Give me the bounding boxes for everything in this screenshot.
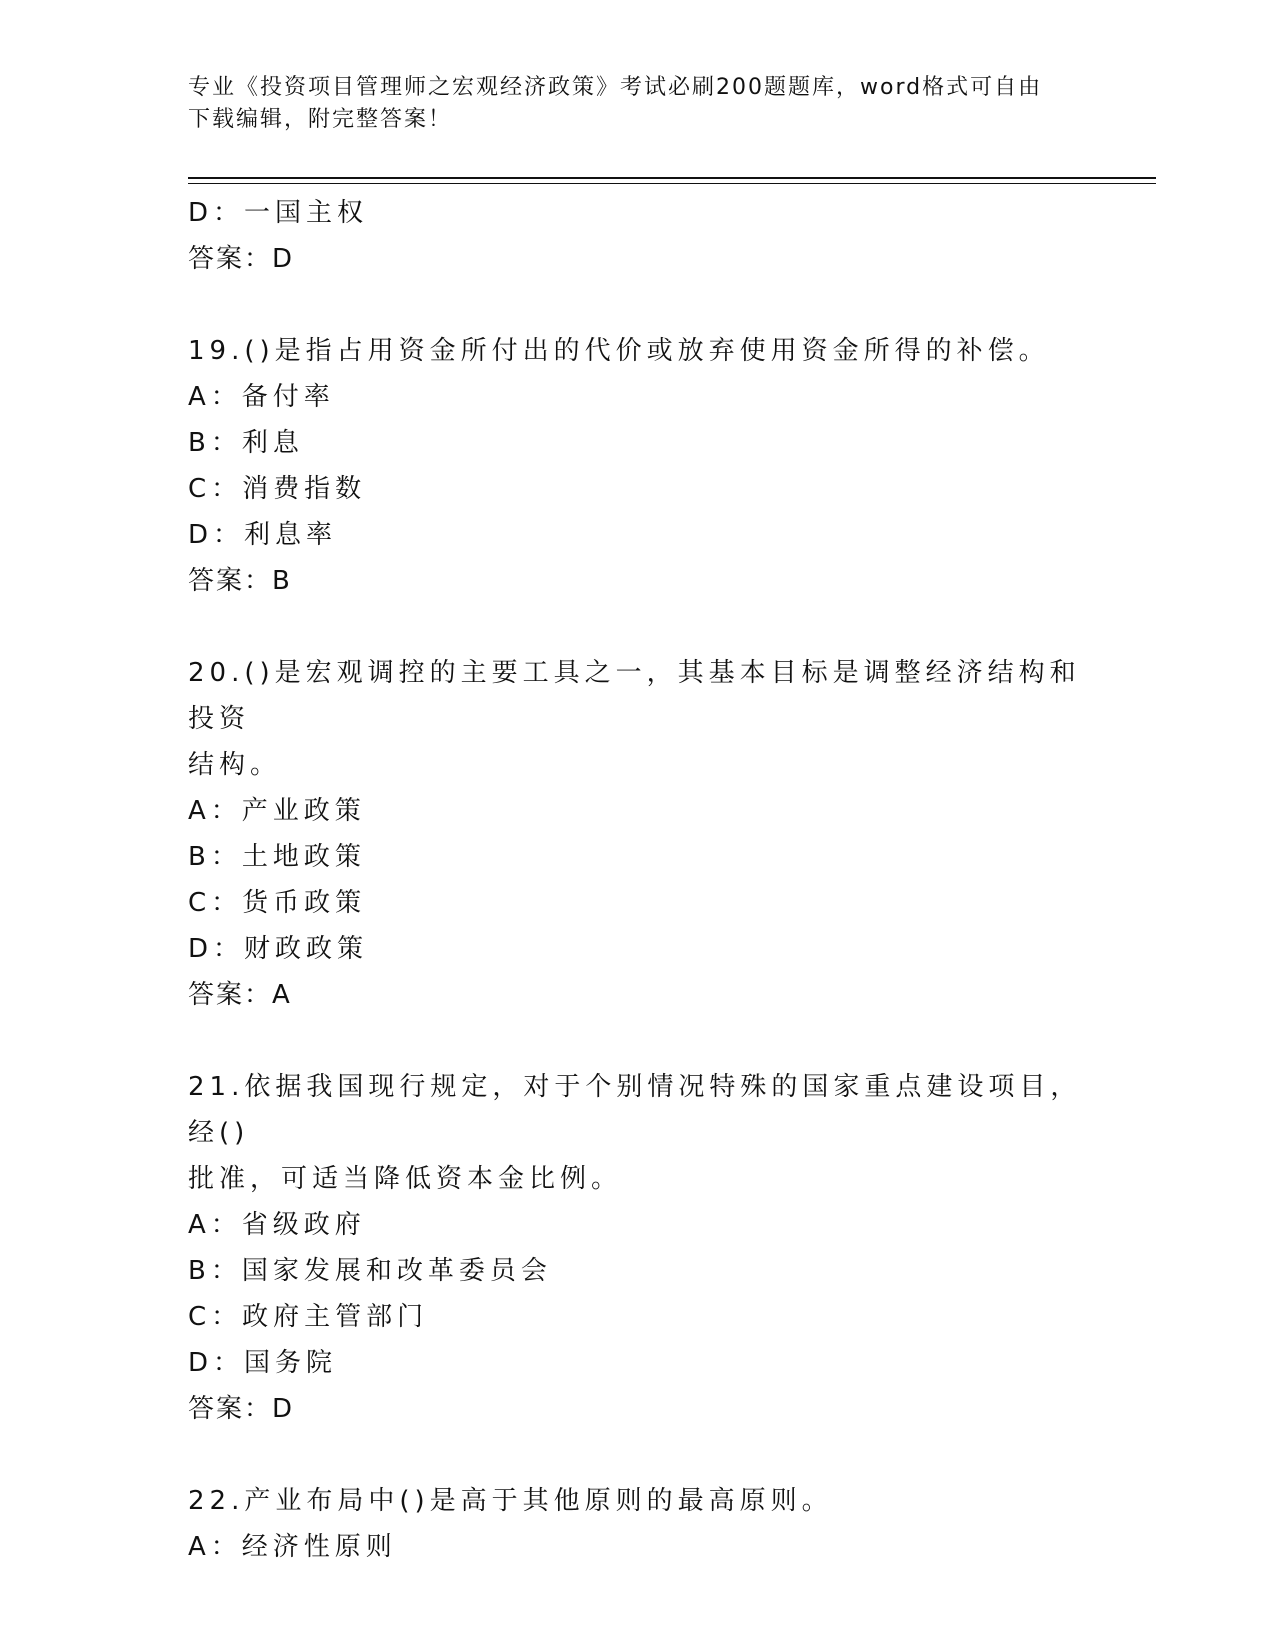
option-d: D：一国主权 xyxy=(188,198,369,228)
answer-line: 答案：A xyxy=(188,980,292,1010)
option-a: A：产业政策 xyxy=(188,796,366,826)
option-c: C：货币政策 xyxy=(188,888,367,918)
answer-line: 答案：B xyxy=(188,566,292,596)
question-19 xyxy=(188,328,1088,604)
option-b: B：国家发展和改革委员会 xyxy=(188,1256,552,1286)
option-a: A：备付率 xyxy=(188,382,335,412)
question-stem: 22.产业布局中()是高于其他原则的最高原则。 xyxy=(188,1486,833,1516)
option-c: C：政府主管部门 xyxy=(188,1302,429,1332)
question-stem-line-2: 结构。 xyxy=(188,750,282,780)
option-d: D：国务院 xyxy=(188,1348,338,1378)
question-stem-line-1: 21.依据我国现行规定，对于个别情况特殊的国家重点建设项目，经() xyxy=(188,1072,1082,1148)
option-a: A：经济性原则 xyxy=(188,1532,397,1562)
question-stem-line-1: 20.()是宏观调控的主要工具之一，其基本目标是调整经济结构和投资 xyxy=(188,658,1081,734)
option-c: C：消费指数 xyxy=(188,474,367,504)
header-line-2: 下载编辑，附完整答案！ xyxy=(188,107,453,132)
question-20 xyxy=(188,650,1088,1018)
option-a: A：省级政府 xyxy=(188,1210,366,1240)
spacer xyxy=(188,1018,1088,1064)
question-list xyxy=(188,190,1088,1570)
header-line-1: 专业《投资项目管理师之宏观经济政策》考试必刷200题题库，word格式可自由 xyxy=(188,75,1043,100)
question-stem: 19.()是指占用资金所付出的代价或放弃使用资金所得的补偿。 xyxy=(188,336,1050,366)
option-b: B：利息 xyxy=(188,428,304,458)
header-divider-thick xyxy=(188,177,1156,179)
spacer xyxy=(188,604,1088,650)
question-stem-line-2: 批准，可适当降低资本金比例。 xyxy=(188,1164,623,1194)
option-b: B：土地政策 xyxy=(188,842,366,872)
question-22 xyxy=(188,1478,1088,1570)
option-d: D：利息率 xyxy=(188,520,338,550)
answer-line: 答案：D xyxy=(188,244,295,274)
option-d: D：财政政策 xyxy=(188,934,369,964)
spacer xyxy=(188,282,1088,328)
spacer xyxy=(188,1432,1088,1478)
document-header xyxy=(188,72,1068,136)
header-divider-thin xyxy=(188,183,1156,184)
question-21 xyxy=(188,1064,1088,1432)
answer-line: 答案：D xyxy=(188,1394,295,1424)
